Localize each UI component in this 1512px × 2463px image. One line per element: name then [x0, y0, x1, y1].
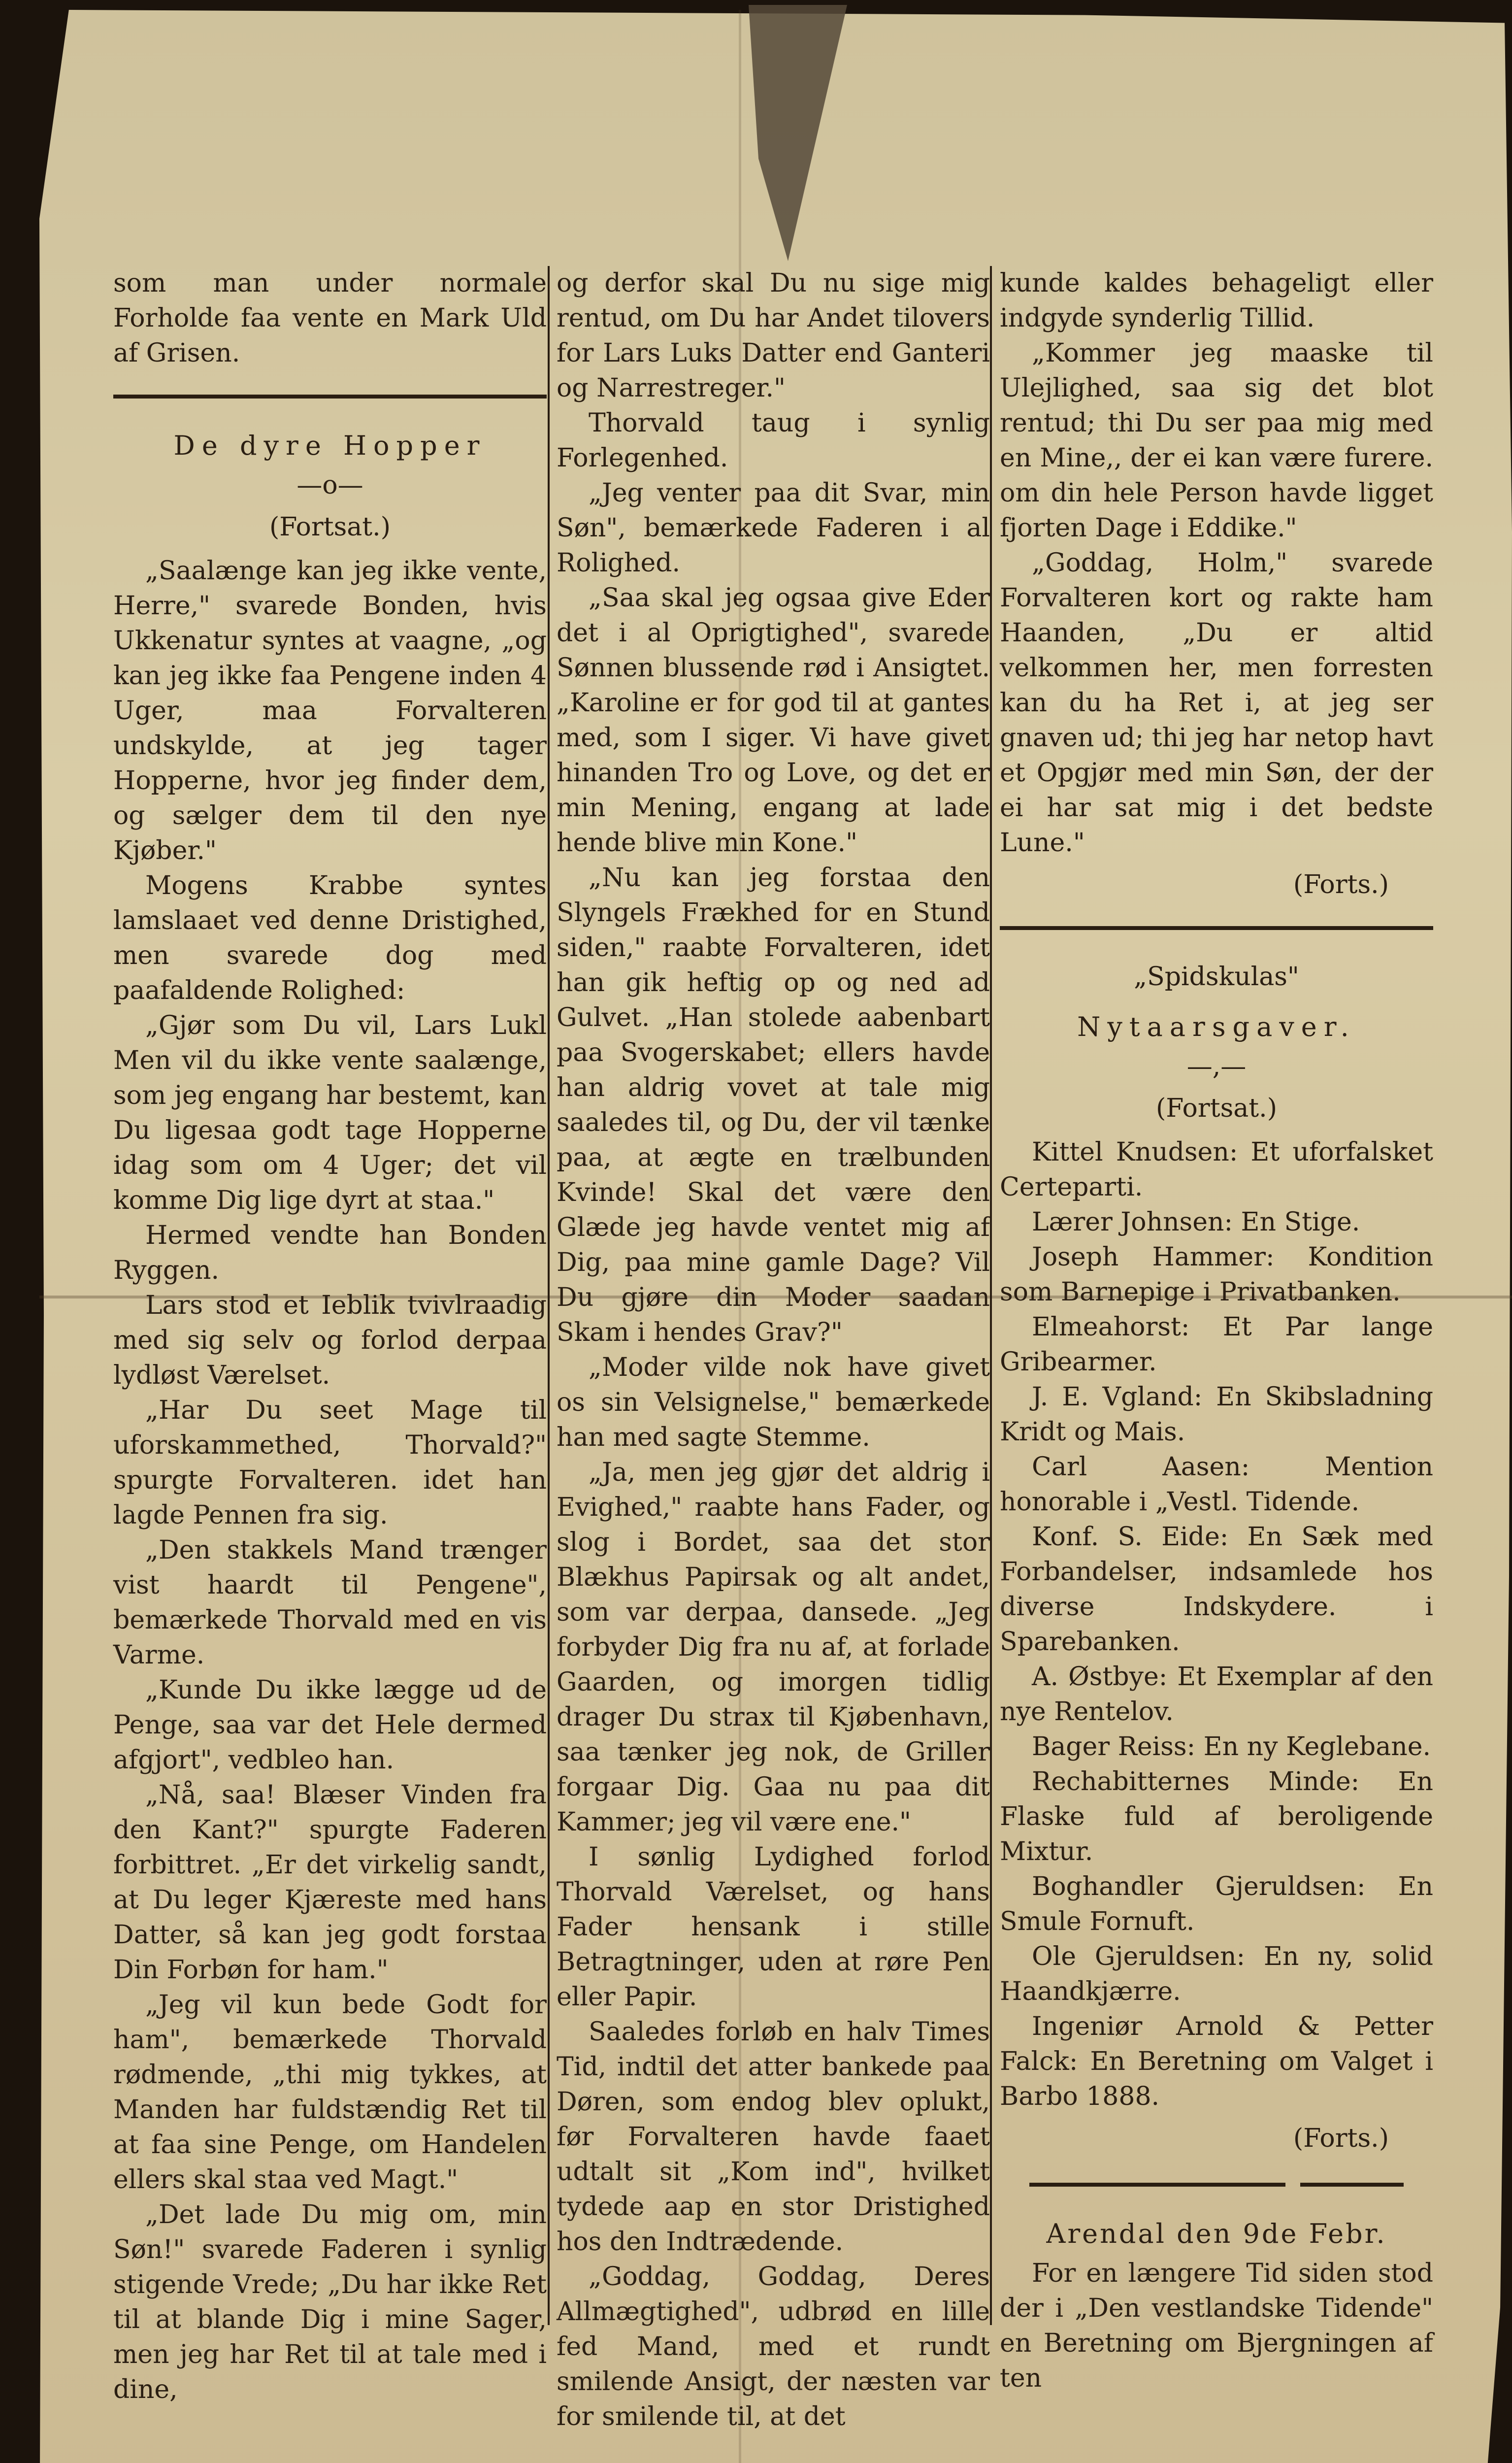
section-rule — [1000, 926, 1433, 930]
paragraph: „Jeg venter paa dit Svar, min Søn", bemærkede Faderen i al Rolighed. — [557, 478, 990, 578]
paragraph: „Kommer jeg maaske til Ulejlighed, saa sig det blot rentud; thi Du ser paa mig med en Mine,, der ei kan være furere. om din hele Person havde ligget fjorten Dage i Eddike." — [1000, 338, 1433, 543]
gift-item: J. E. Vgland: En Skibsladning Kridt og Mais. — [1000, 1382, 1433, 1447]
section-heading: „Spidskulas" — [1134, 962, 1299, 992]
gift-item: Konf. S. Eide: En Sæk med Forbandelser, indsamlede hos diverse Indskydere. i Sparebanken. — [1000, 1522, 1433, 1657]
paragraph: „Jeg vil kun bede Godt for ham", bemærkede Thorvald rødmende, „thi mig tykkes, at Manden har fuldstændig Ret til at faa sine Penge, om Handelen ellers skal staa ved Magt." — [113, 1990, 547, 2195]
gift-item: Elmeahorst: Et Par lange Gribearmer. — [1000, 1312, 1433, 1377]
article-title: Nytaarsgaver. — [1077, 1011, 1356, 1042]
paragraph: Saaledes forløb en halv Times Tid, indtil det atter bankede paa Døren, som endog blev oplukt, før Forvalteren havde faaet udtalt sit „Kom ind", hvilket tydede aap en stor Dristighed hos den Indtrædende. — [557, 2017, 990, 2257]
lead-text: som man under normale Forholde faa vente en Mark Uld af Grisen. — [113, 268, 547, 368]
paragraph: „Saalænge kan jeg ikke vente, Herre," svarede Bonden, hvis Ukkenatur syntes at vaagne, „og kan jeg ikke faa Pengene inden 4 Uger, maa Forvalteren undskylde, at jeg tager Hopperne, hvor jeg finder dem, og sælger dem til den nye Kjøber." — [113, 556, 547, 865]
gift-item: Rechabitternes Minde: En Flaske fuld af beroligende Mixtur. — [1000, 1767, 1433, 1866]
gift-item: Lærer Johnsen: En Stige. — [1032, 1207, 1360, 1237]
continued-note: (Forts.) — [1293, 870, 1389, 899]
paragraph: „Nu kan jeg forstaa den Slyngels Frækhed for en Stund siden," raabte Forvalteren, idet han gik heftig op og ned ad Gulvet. „Han stolede aabenbart paa Svogerskabet; ellers havde han aldrig vovet at tale mig saaledes til, og Du, der vil tænke paa, at ægte en trælbunden Kvinde! Skal det være den Glæde jeg havde ventet mig af Dig, paa mine gamle Dage? Vil Du gjøre din Moder saadan Skam i hendes Grav?" — [557, 863, 990, 1347]
paragraph: „Goddag, Holm," svarede Forvalteren kort og rakte ham Haanden, „Du er altid velkommen her, men forresten kan du ha Ret i, at jeg ser gnaven ud; thi jeg har netop havt et Opgjør med min Søn, der der ei har sat mig i det bedste Lune." — [1000, 548, 1433, 858]
column-rule — [548, 266, 550, 2325]
title-divider: —,— — [1186, 1052, 1247, 1081]
column-rule — [990, 266, 992, 2325]
column-1 — [113, 266, 547, 2407]
continued-note: (Forts.) — [1293, 2124, 1389, 2153]
paragraph: og derfor skal Du nu sige mig rentud, om Du har Andet tilovers for Lars Luks Datter end Ganteri og Narrestreger." — [557, 268, 990, 403]
paragraph: For en længere Tid siden stod der i „Den vestlandske Tidende" en Beretning om Bjergningen af ten — [1000, 2259, 1433, 2393]
dateline: Arendal den 9de Febr. — [1046, 2218, 1387, 2249]
paragraph: „Det lade Du mig om, min Søn!" svarede Faderen i synlig stigende Vrede; „Du har ikke Ret til at blande Dig i mine Sager, men jeg har Ret til at tale med i dine, — [113, 2200, 547, 2404]
gift-item: Ole Gjeruldsen: En ny, solid Haandkjærre. — [1000, 1942, 1433, 2006]
gift-item: Joseph Hammer: Kondition som Barnepige i Privatbanken. — [1000, 1242, 1433, 1307]
column-2 — [557, 266, 990, 2434]
section-rule — [113, 395, 547, 399]
section-rule — [1000, 2183, 1433, 2187]
paragraph: I sønlig Lydighed forlod Thorvald Værelset, og hans Fader hensank i stille Betragtninger, uden at røre Pen eller Papir. — [557, 1842, 990, 2012]
gift-item: Ingeniør Arnold & Petter Falck: En Beretning om Valget i Barbo 1888. — [1000, 2012, 1433, 2111]
gift-item: Bager Reiss: En ny Keglebane. — [1032, 1732, 1431, 1762]
paragraph: „Saa skal jeg ogsaa give Eder det i al Oprigtighed", svarede Sønnen blussende rød i Ansigtet. „Karoline er for god til at gantes med, som I siger. Vi have givet hinanden Tro og Love, og det er min Mening, engang at lade hende blive min Kone." — [557, 583, 990, 858]
paragraph: Mogens Krabbe syntes lamslaaet ved denne Dristighed, men svarede dog med paafaldende Rolighed: — [113, 871, 547, 1005]
paragraph: „Gjør som Du vil, Lars Lukl Men vil du ikke vente saalænge, som jeg engang har bestemt, kan Du ligesaa godt tage Hopperne idag som om 4 Uger; det vil komme Dig lige dyrt at staa." — [113, 1011, 547, 1215]
gift-item: Carl Aasen: Mention honorable i „Vestl. Tidende. — [1000, 1452, 1433, 1517]
paragraph: „Kunde Du ikke lægge ud de Penge, saa var det Hele dermed afgjort", vedbleo han. — [113, 1675, 547, 1775]
paragraph: „Moder vilde nok have givet os sin Velsignelse," bemærkede han med sagte Stemme. — [557, 1353, 990, 1452]
paragraph: Hermed vendte han Bonden Ryggen. — [113, 1221, 547, 1285]
column-3 — [1000, 266, 1433, 2396]
paragraph: „Goddag, Goddag, Deres Allmægtighed", udbrød en lille fed Mand, med et rundt smilende Ansigt, der næsten var for smilende til, at det — [557, 2262, 990, 2431]
gift-item: Boghandler Gjeruldsen: En Smule Fornuft. — [1000, 1872, 1433, 1936]
continued-note: (Fortsat.) — [269, 512, 391, 542]
paragraph: „Har Du seet Mage til uforskammethed, Thorvald?" spurgte Forvalteren. idet han lagde Pennen fra sig. — [113, 1396, 547, 1530]
paragraph: Thorvald taug i synlig Forlegenhed. — [557, 408, 990, 473]
continued-note: (Fortsat.) — [1156, 1094, 1277, 1123]
gift-item: A. Østbye: Et Exemplar af den nye Rentelov. — [1000, 1662, 1433, 1727]
paragraph: „Den stakkels Mand trænger vist haardt til Pengene", bemærkede Thorvald med en vis Varme. — [113, 1535, 547, 1670]
paragraph: „Ja, men jeg gjør det aldrig i Evighed," raabte hans Fader, og slog i Bordet, saa det stor Blækhus Papirsak og alt andet, som var derpaa, dansede. „Jeg forbyder Dig fra nu af, at forlade Gaarden, og imorgen tidlig drager Du strax til Kjøbenhavn, saa tænker jeg nok, de Griller forgaar Dig. Gaa nu paa dit Kammer; jeg vil være ene." — [557, 1458, 990, 1837]
title-divider: —o— — [296, 470, 363, 500]
paragraph: kunde kaldes behageligt eller indgyde synderlig Tillid. — [1000, 268, 1433, 333]
paragraph: „Nå, saa! Blæser Vinden fra den Kant?" spurgte Faderen forbittret. „Er det virkelig sandt, at Du leger Kjæreste med hans Datter, så kan jeg godt forstaa Din Forbøn for ham." — [113, 1780, 547, 1985]
article-title: De dyre Hopper — [173, 430, 487, 461]
paragraph: Lars stod et Ieblik tvivlraadig med sig selv og forlod derpaa lydløst Værelset. — [113, 1291, 547, 1390]
gift-item: Kittel Knudsen: Et uforfalsket Certeparti. — [1000, 1137, 1433, 1202]
